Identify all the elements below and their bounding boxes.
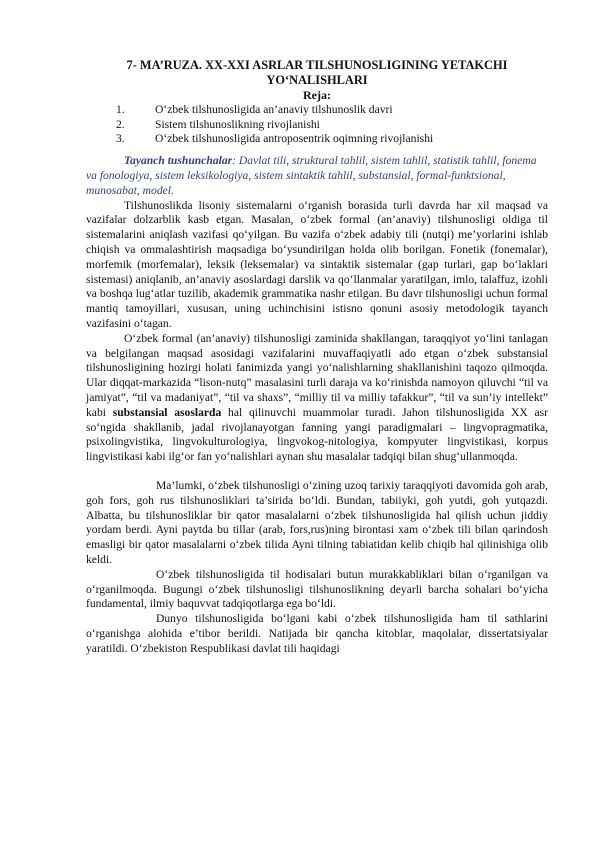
paragraph-2-text-start: O‘zbek formal (an’anaviy) tilshunosligi zaminida shakllangan, taraqqiyot yo‘lini tanlagan va belgilangan maqsad asosidagi vazifalarini muvaffaqiyatli ado etgan o‘zbek substansial tilshunosligining hozirgi holati fanimizda yangi yo‘nalishlarning shakllanishini taqozo qilmoqda. Ular diqqat-markazida “lison-nutq” masalasini turli daraja va ko‘rinishda namoyon qiluvchi “til va jamiyat”, “til va madaniyat”, “til va shaxs”, “milliy til va milliy tafakkur”, “til va sun’iy intellekt” kabi — [86, 331, 548, 419]
paragraph-2-text-end: hal qilinuvchi muammolar turadi. Jahon tilshunosligida XX asr so‘ngida shakllanib, jadal rivojlanayotgan fanning yangi paradigmalari – lingvopragmatika, psixolingvistika, lingvokulturologiya, lingvokog-nitologiya, kompyuter lingvistikasi, korpus lingvistikasi kabi ilg‘or fan yo‘nalishlari aynan shu masalalar tadqiqi bilan shug‘ullanmoqda. — [86, 405, 549, 464]
body-paragraph-1: Tilshunoslikda lisoniy sistemalarni o‘rganish borasida turli davrda har xil maqsad va vazifalar dolzarblik kasb etgan. Masalan, o‘zbek formal (an’anaviy) tilshunosligi oldiga til sistemalarini aniqlash vazifasi qo‘yilgan. Bu vazifa o‘zbek adabiy tili (nutqi) me’yorlarini ishlab chiqish va ommalashtirish maqsadiga bo‘ysundirilgan holda olib borilgan. Fonetik (fonemalar), morfemik (morfemalar), leksik (leksemalar) va sintaktik sistemalar (gap turlari, gap bo‘laklari sistemasi) aniqlanib, an’anaviy asoslardagi darslik va qo‘llanmalar yaratilgan, imlo, talaffuz, izohli va boshqa lug‘atlar tuzilib, akademik grammatika nashr etilgan. Bu davr tilshunosligi uchun formal mantiq tamoyillari, xususan, uning uchinchisini istisno qonuni asosiy metodologik tayanch vazifasini o‘tagan. — [86, 198, 548, 330]
body-paragraph-2 — [86, 332, 548, 465]
plan-item-text: O‘zbek tilshunosligida antroposentrik oqimning rivojlanishi — [155, 132, 434, 146]
plan-heading: Reja: — [303, 88, 331, 102]
plan-item — [116, 103, 548, 118]
body-paragraph-3: Ma’lumki, o‘zbek tilshunosligi o‘zining uzoq tarixiy taraqqiyoti davomida goh arab, goh fors, goh rus tilshunosliklari ta’sirida bo‘ldi. Bundan, tabiiyki, goh yutdi, goh yutqazdi. Albatta, bu tilshunosliklar bir qator masalalarni o‘zbek tilshunosligida hal qilish uchun jiddiy yordam berdi. Ayni paytda bu tillar (arab, fors,rus)ning birontasi xam o‘zbek tili bilan qarindosh emasligi bir qator masalalarni o‘zbek tilida Ayni tilning tabiatidan kelib chiqib hal qilinishiga olib keldi. — [86, 478, 548, 566]
key-concepts — [86, 154, 548, 198]
key-concepts-label: Tayanch tushunchalar — [124, 154, 233, 168]
plan-item-number: 3. — [116, 132, 125, 146]
plan-item-text: O‘zbek tilshunosligida an’anaviy tilshunoslik davri — [155, 102, 393, 116]
plan-list — [86, 103, 548, 147]
lecture-title: 7- MA’RUZA. XX-XXI ASRLAR TILSHUNOSLIGINING YETAKCHI YO‘NALISHLARI — [126, 58, 508, 87]
paragraph-2-bold-term: substansial asoslarda — [112, 405, 222, 419]
plan-item — [116, 118, 548, 133]
plan-item-number: 2. — [116, 117, 125, 131]
body-paragraph-5: Dunyo tilshunosligida bo‘lgani kabi o‘zbek tilshunosligida ham til sathlarini o‘rganishga alohida e’tibor berildi. Natijada bir qancha kitoblar, maqolalar, dissertatsiyalar yaratildi. O‘zbekiston Respublikasi davlat tili haqidagi — [86, 612, 548, 655]
plan-item-number: 1. — [116, 102, 125, 116]
plan-item — [116, 132, 548, 147]
plan-item-text: Sistem tilshunoslikning rivojlanishi — [155, 117, 320, 131]
body-paragraph-4: O‘zbek tilshunosligida til hodisalari butun murakkabliklari bilan o‘rganilgan va o‘rganilmoqda. Bugungi o‘zbek tilshunosligi tilshunoslikning deyarli barcha sohalari bo‘yicha fundamental, ilmiy baquvvat tadqiqotlarga ega bo‘ldi. — [86, 567, 548, 611]
key-concepts-text: : Davlat tili, struktural tahlil, sistem tahlil, statistik tahlil, fonema va fonologiya, sistem leksikologiya, sistem sintaktik tahlil, substansial, formal-funktsional, munosabat, model. — [86, 154, 537, 197]
